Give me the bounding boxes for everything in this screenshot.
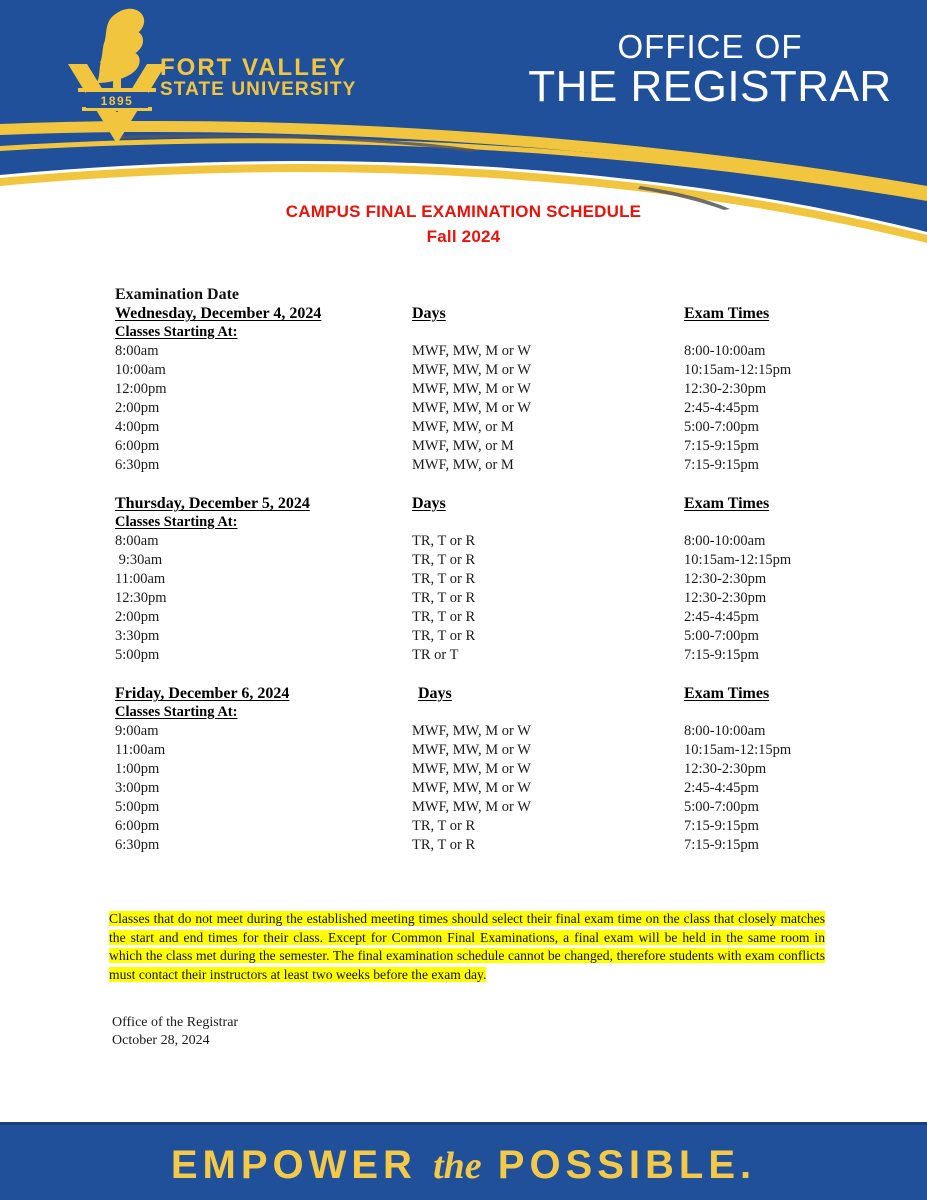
class-start-time: 12:30pm: [115, 590, 167, 606]
table-row: [0, 722, 927, 741]
class-start-time: 12:00pm: [115, 381, 167, 397]
page-footer: [0, 1122, 927, 1200]
footer-tagline-part-1: EMPOWER: [170, 1143, 417, 1187]
block-date: Thursday, December 5, 2024: [115, 495, 310, 512]
page-title: [0, 200, 927, 249]
class-start-time: 8:00am: [115, 533, 159, 549]
schedule-content: [0, 285, 927, 855]
class-start-time: 10:00am: [115, 362, 166, 378]
class-start-time: 2:00pm: [115, 609, 160, 625]
exam-time: 12:30-2:30pm: [684, 381, 767, 397]
table-row: [0, 817, 927, 836]
exam-time: 12:30-2:30pm: [684, 590, 767, 606]
table-row: [0, 342, 927, 361]
exam-time: 5:00-7:00pm: [684, 419, 759, 435]
block-date: Wednesday, December 4, 2024: [115, 305, 322, 322]
block-header-row: [0, 494, 927, 513]
classes-starting-label: Classes Starting At:: [115, 704, 238, 720]
exam-time: 7:15-9:15pm: [684, 438, 759, 454]
class-days: MWF, MW, or M: [412, 419, 514, 435]
footer-tagline-italic: the: [433, 1145, 482, 1187]
class-start-time: 4:00pm: [115, 419, 160, 435]
exam-time: 2:45-4:45pm: [684, 400, 759, 416]
table-row: [0, 532, 927, 551]
class-days: MWF, MW, M or W: [412, 400, 531, 416]
block-header-row: [0, 304, 927, 323]
table-row: [0, 380, 927, 399]
class-start-time: 6:30pm: [115, 457, 160, 473]
table-row: [0, 361, 927, 380]
page-title-line-2: Fall 2024: [426, 226, 501, 246]
class-start-time: 5:00pm: [115, 647, 160, 663]
table-row: [0, 437, 927, 456]
exam-time: 7:15-9:15pm: [684, 837, 759, 853]
class-start-time: 6:30pm: [115, 837, 160, 853]
class-start-time: 1:00pm: [115, 761, 160, 777]
table-row: [0, 627, 927, 646]
exam-time: 2:45-4:45pm: [684, 609, 759, 625]
class-days: TR or T: [412, 647, 459, 663]
signoff: [112, 1014, 238, 1050]
exam-time: 12:30-2:30pm: [684, 571, 767, 587]
class-days: TR, T or R: [412, 818, 476, 834]
classes-starting-row: [0, 323, 927, 342]
exam-time: 10:15am-12:15pm: [684, 362, 792, 378]
exam-time: 2:45-4:45pm: [684, 780, 759, 796]
exam-time: 7:15-9:15pm: [684, 818, 759, 834]
table-row: [0, 399, 927, 418]
table-row: [0, 798, 927, 817]
exam-time: 5:00-7:00pm: [684, 799, 759, 815]
office-title: [500, 30, 920, 109]
class-start-time: 2:00pm: [115, 400, 160, 416]
class-days: MWF, MW, M or W: [412, 723, 531, 739]
class-start-time: 9:00am: [115, 723, 159, 739]
class-days: MWF, MW, M or W: [412, 742, 531, 758]
class-days: TR, T or R: [412, 533, 476, 549]
class-days: TR, T or R: [412, 609, 476, 625]
classes-starting-label: Classes Starting At:: [115, 514, 238, 530]
office-title-line-2: THE REGISTRAR: [528, 62, 892, 111]
table-row: [0, 836, 927, 855]
schedule-block-wednesday: [0, 304, 927, 475]
classes-starting-row: [0, 703, 927, 722]
class-days: MWF, MW, or M: [412, 438, 514, 454]
table-row: [0, 456, 927, 475]
column-header-days: Days: [412, 495, 446, 512]
exam-time: 8:00-10:00am: [684, 723, 766, 739]
class-days: MWF, MW, M or W: [412, 381, 531, 397]
block-spacer: [0, 665, 927, 684]
wordmark-line-1: FORT VALLEY: [160, 54, 347, 81]
table-row: [0, 608, 927, 627]
table-row: [0, 418, 927, 437]
wordmark-line-2: STATE UNIVERSITY: [160, 79, 357, 101]
class-start-time: 11:00am: [115, 571, 166, 587]
examination-date-label: Examination Date: [115, 286, 239, 303]
class-start-time: 9:30am: [115, 552, 163, 568]
class-days: MWF, MW, M or W: [412, 799, 531, 815]
schedule-block-thursday: [0, 494, 927, 665]
table-row: [0, 760, 927, 779]
schedule-block-friday: [0, 684, 927, 855]
class-start-time: 6:00pm: [115, 438, 160, 454]
block-date: Friday, December 6, 2024: [115, 685, 290, 702]
exam-time: 7:15-9:15pm: [684, 457, 759, 473]
footer-tagline: [0, 1143, 927, 1188]
footer-tagline-part-2: POSSIBLE.: [497, 1143, 757, 1187]
table-row: [0, 646, 927, 665]
column-header-exam-times: Exam Times: [684, 685, 770, 702]
column-header-days: Days: [418, 685, 452, 702]
class-start-time: 3:30pm: [115, 628, 160, 644]
column-header-exam-times: Exam Times: [684, 305, 770, 322]
policy-note: [109, 910, 825, 984]
exam-time: 5:00-7:00pm: [684, 628, 759, 644]
class-days: MWF, MW, M or W: [412, 761, 531, 777]
class-days: MWF, MW, or M: [412, 457, 514, 473]
university-wordmark: [160, 55, 356, 100]
classes-starting-row: [0, 513, 927, 532]
table-row: [0, 779, 927, 798]
classes-starting-label: Classes Starting At:: [115, 324, 238, 340]
page-title-line-1: CAMPUS FINAL EXAMINATION SCHEDULE: [285, 202, 642, 221]
class-days: TR, T or R: [412, 628, 476, 644]
exam-time: 10:15am-12:15pm: [684, 552, 792, 568]
block-spacer: [0, 475, 927, 494]
column-header-days: Days: [412, 305, 446, 322]
class-start-time: 11:00am: [115, 742, 166, 758]
class-days: TR, T or R: [412, 571, 476, 587]
class-days: MWF, MW, M or W: [412, 362, 531, 378]
class-start-time: 6:00pm: [115, 818, 160, 834]
exam-time: 8:00-10:00am: [684, 533, 766, 549]
class-days: TR, T or R: [412, 837, 476, 853]
signoff-office: Office of the Registrar: [112, 1015, 239, 1030]
class-days: MWF, MW, M or W: [412, 343, 531, 359]
table-row: [0, 570, 927, 589]
class-start-time: 8:00am: [115, 343, 159, 359]
class-days: MWF, MW, M or W: [412, 780, 531, 796]
office-title-line-1: OFFICE OF: [617, 28, 803, 65]
class-days: TR, T or R: [412, 590, 476, 606]
class-start-time: 5:00pm: [115, 799, 160, 815]
block-header-row: [0, 684, 927, 703]
policy-note-text: Classes that do not meet during the established meeting times should select their final exam time on the class that closely matches the start and end times for their class. Except for Common Final Examinations, a final exam will be held in the same room in which the class met during the semester. The final examination schedule cannot be changed, therefore students with exam conflicts must contact their instructors at least two weeks before the exam day.: [109, 911, 825, 982]
column-header-exam-times: Exam Times: [684, 495, 770, 512]
class-start-time: 3:00pm: [115, 780, 160, 796]
table-row: [0, 741, 927, 760]
table-row: [0, 551, 927, 570]
exam-time: 8:00-10:00am: [684, 343, 766, 359]
svg-text:1895: 1895: [100, 94, 134, 108]
table-row: [0, 589, 927, 608]
exam-time: 10:15am-12:15pm: [684, 742, 792, 758]
exam-time: 12:30-2:30pm: [684, 761, 767, 777]
exam-time: 7:15-9:15pm: [684, 647, 759, 663]
class-days: TR, T or R: [412, 552, 476, 568]
signoff-date: October 28, 2024: [112, 1033, 210, 1048]
